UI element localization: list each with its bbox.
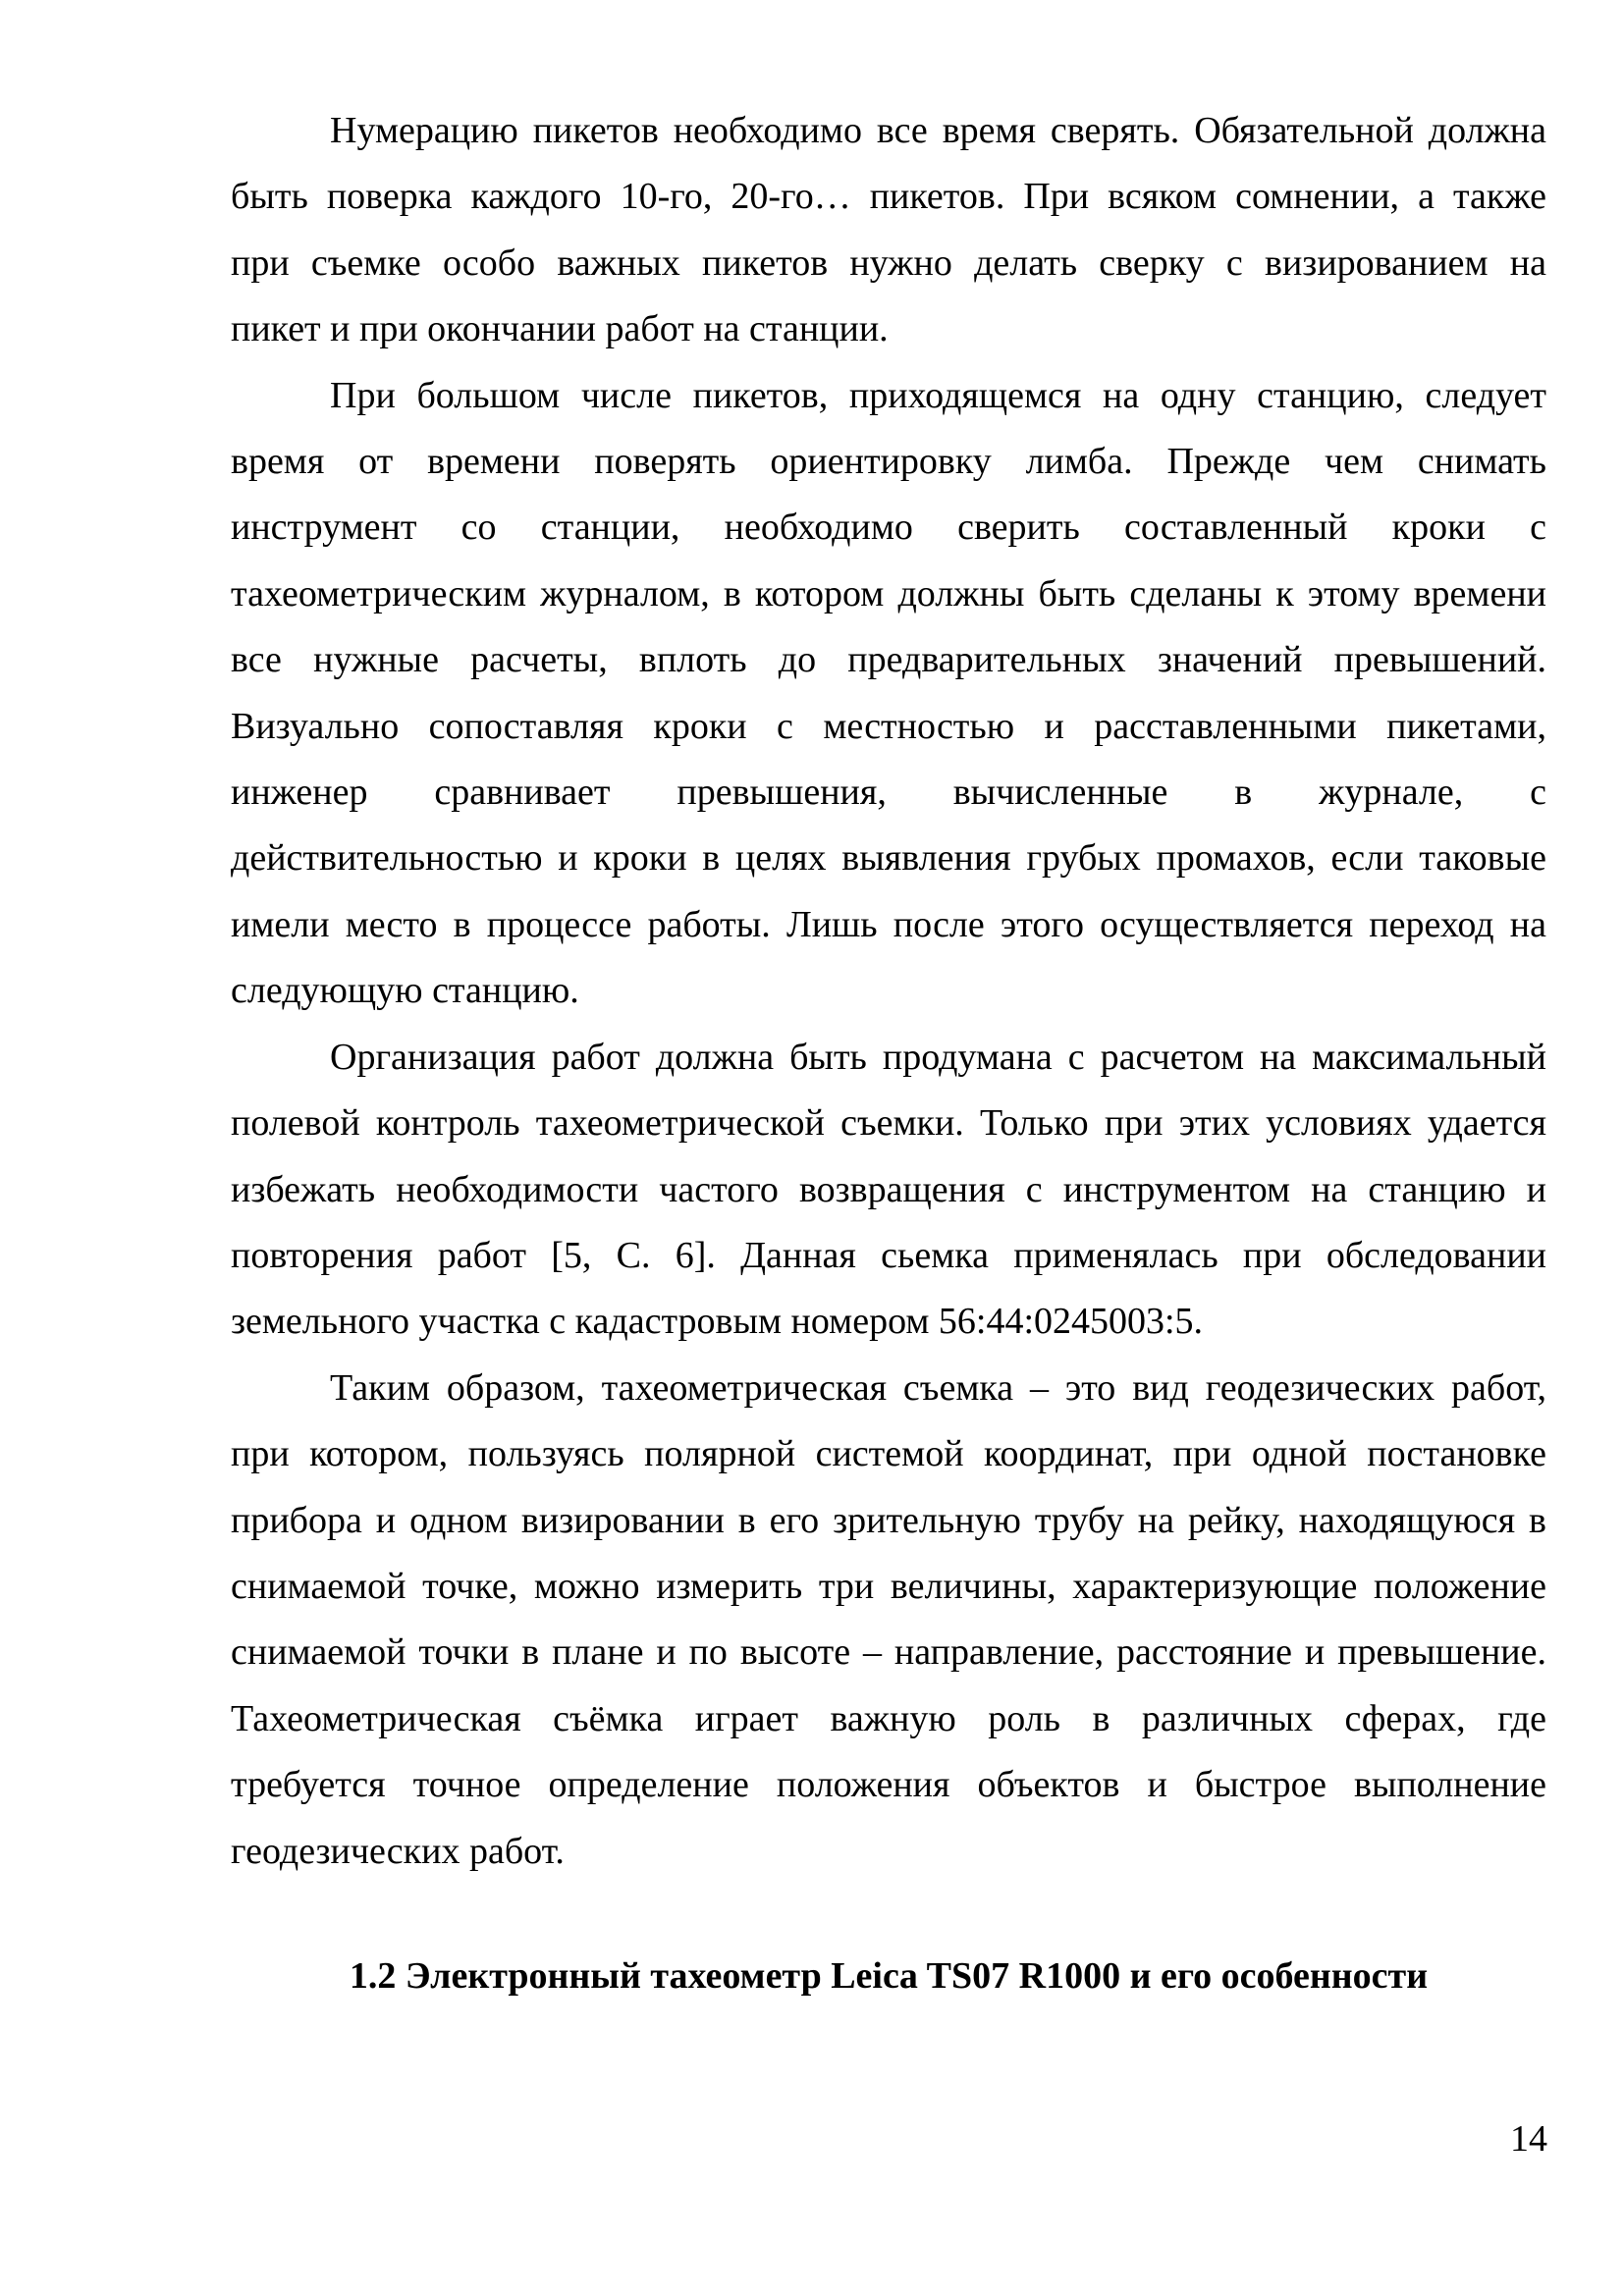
text-line: геодезических работ. xyxy=(231,1830,565,1872)
text-line: Организация работ должна быть продумана с расчетом на максимальный xyxy=(330,1036,1546,1078)
section-heading: 1.2 Электронный тахеометр Leica TS07 R1000 и его особенности xyxy=(349,1954,1429,1997)
page-number: 14 xyxy=(1510,2118,1547,2160)
text-line: инженер сравнивает превышения, вычисленные в журнале, с xyxy=(231,772,1546,814)
text-line: требуется точное определение положения объектов и быстрое выполнение xyxy=(231,1764,1546,1806)
text-line: снимаемой точке, можно измерить три величины, характеризующие положение xyxy=(231,1565,1546,1607)
text-line: при котором, пользуясь полярной системой координат, при одной постановке xyxy=(231,1433,1546,1475)
text-line: время от времени поверять ориентировку лимба. Прежде чем снимать xyxy=(231,441,1546,483)
text-line: тахеометрическим журналом, в котором должны быть сделаны к этому времени xyxy=(231,572,1546,614)
text-line: снимаемой точки в плане и по высоте – направление, расстояние и превышение. xyxy=(231,1631,1546,1674)
text-line: При большом числе пикетов, приходящемся на одну станцию, следует xyxy=(330,374,1546,416)
text-line: Визуально сопоставляя кроки с местностью и расставленными пикетами, xyxy=(231,705,1546,747)
text-line: Тахеометрическая съёмка играет важную роль в различных сферах, где xyxy=(231,1697,1546,1739)
document-content xyxy=(231,98,1546,2009)
text-line: полевой контроль тахеометрической съемки. Только при этих условиях удается xyxy=(231,1102,1546,1145)
text-line: Таким образом, тахеометрическая съемка – это вид геодезических работ, xyxy=(330,1366,1546,1409)
text-line: при съемке особо важных пикетов нужно делать сверку с визированием на xyxy=(231,241,1546,284)
text-line: инструмент со станции, необходимо сверить составленный кроки с xyxy=(231,507,1546,549)
text-line: повторения работ [5, С. 6]. Данная сьемка применялась при обследовании xyxy=(231,1234,1546,1276)
text-line: быть поверка каждого 10-го, 20-го… пикетов. При всяком сомнении, а также xyxy=(231,176,1546,218)
text-line: Нумерацию пикетов необходимо все время сверять. Обязательной должна xyxy=(330,110,1546,151)
text-line: следующую станцию. xyxy=(231,970,579,1012)
text-line: пикет и при окончании работ на станции. xyxy=(231,308,889,350)
document-body xyxy=(231,98,1546,1885)
text-line: все нужные расчеты, вплоть до предварительных значений превышений. xyxy=(231,639,1546,681)
text-line: земельного участка с кадастровым номером 56:44:0245003:5. xyxy=(231,1301,1204,1343)
text-line: избежать необходимости частого возвращения с инструментом на станцию и xyxy=(231,1168,1546,1210)
text-line: имели место в процессе работы. Лишь после этого осуществляется переход на xyxy=(231,903,1546,945)
text-line: прибора и одном визировании в его зрительную трубу на рейку, находящуюся в xyxy=(231,1499,1546,1541)
text-line: действительностью и кроки в целях выявления грубых промахов, если таковые xyxy=(231,837,1546,880)
